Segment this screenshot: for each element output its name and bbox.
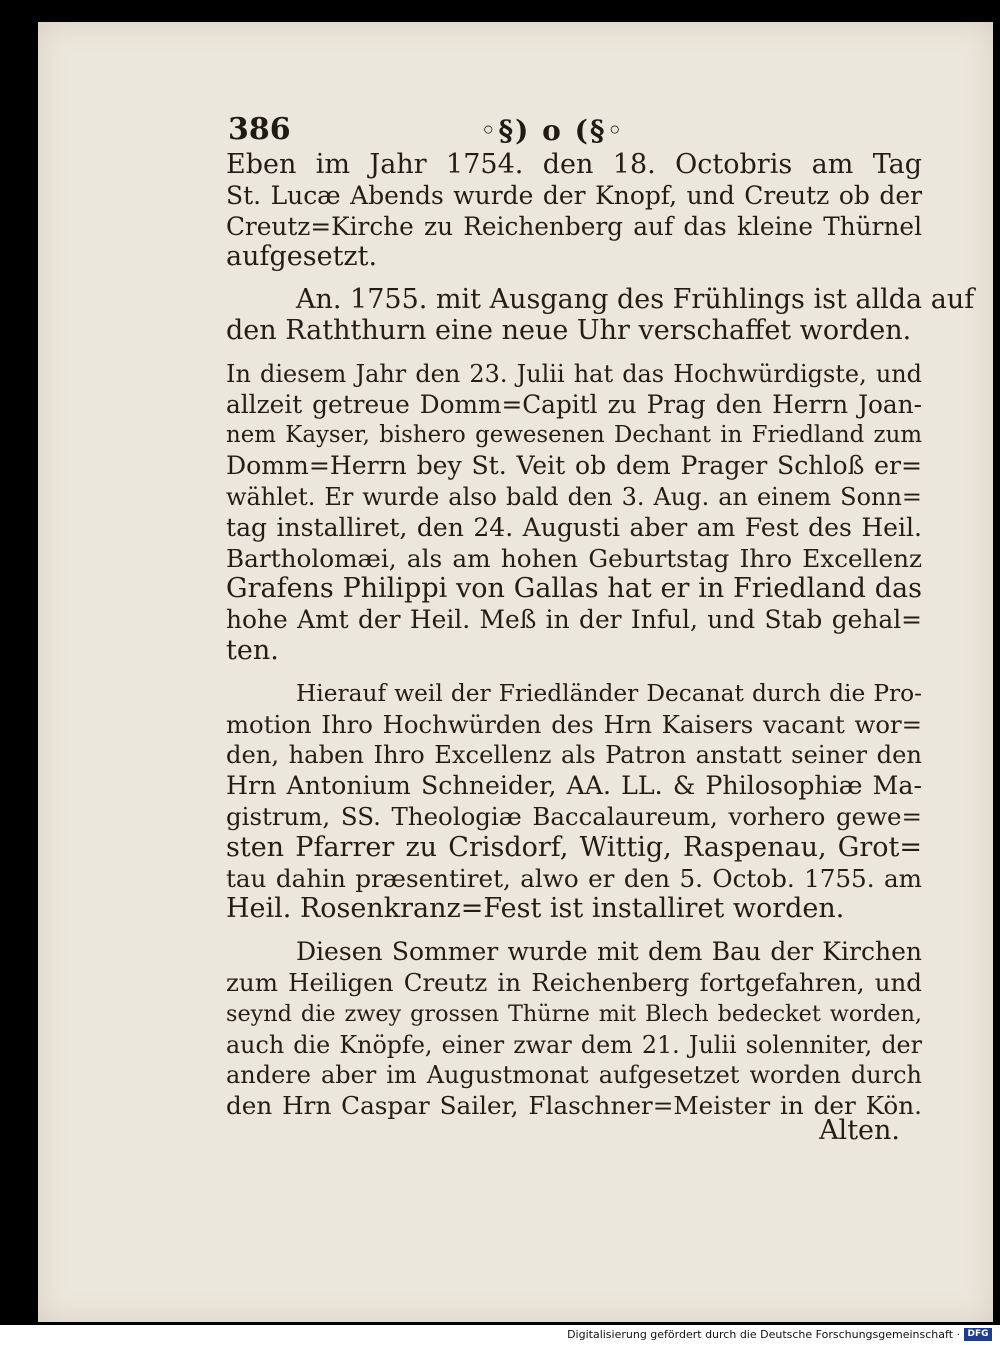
body-text bbox=[226, 149, 975, 1134]
text-line: Hrn Antonium Schneider, AA. LL. & Philosophiæ Ma- bbox=[226, 771, 922, 801]
text-line: Diesen Sommer wurde mit dem Bau der Kirchen bbox=[296, 937, 922, 967]
paragraph bbox=[226, 284, 975, 347]
text-line: nem Kayser, bishero gewesenen Dechant in Friedland zum bbox=[226, 422, 922, 449]
text-line: zum Heiligen Creutz in Reichenberg fortgefahren, und bbox=[226, 967, 922, 997]
text-line: auch die Knöpfe, einer zwar dem 21. Julii solenniter, der bbox=[226, 1030, 922, 1059]
text-line: Hierauf weil der Friedländer Decanat durch die Pro- bbox=[296, 679, 922, 707]
page-header bbox=[228, 112, 918, 152]
text-line: andere aber im Augustmonat aufgesetzet worden durch bbox=[226, 1061, 922, 1090]
paragraph bbox=[226, 150, 922, 273]
funding-notice: Digitalisierung gefördert durch die Deutsche Forschungsgemeinschaft · bbox=[567, 1328, 960, 1341]
text-line: An. 1755. mit Ausgang des Frühlings ist allda auf bbox=[296, 284, 975, 316]
text-line: den, haben Ihro Excellenz als Patron anstatt seiner den bbox=[226, 741, 922, 770]
catchword: Alten. bbox=[819, 1115, 900, 1146]
page-number: 386 bbox=[228, 112, 291, 147]
paragraph bbox=[226, 937, 922, 1122]
text-line: gistrum, SS. Theologiæ Baccalaureum, vorhero gewe= bbox=[226, 801, 922, 831]
header-ornament: ◦§) o (§◦ bbox=[480, 114, 625, 147]
text-line: wählet. Er wurde also bald den 3. Aug. an einem Sonn= bbox=[226, 482, 922, 511]
text-line: aufgesetzt. bbox=[226, 241, 378, 273]
text-line: Bartholomæi, als am hohen Geburtstag Ihro Excellenz bbox=[226, 543, 922, 573]
footer-bar bbox=[0, 1325, 1000, 1345]
text-line: den Raththurn eine neue Uhr verschaffet worden. bbox=[226, 314, 912, 346]
text-line: Heil. Rosenkranz=Fest ist installiret worden. bbox=[226, 893, 845, 925]
text-line: tau dahin præsentiret, alwo er den 5. Octob. 1755. am bbox=[226, 863, 922, 893]
dfg-logo-icon: DFG bbox=[964, 1328, 992, 1341]
text-line: Grafens Philippi von Gallas hat er in Friedland das bbox=[226, 573, 922, 605]
text-line: seynd die zwey grossen Thürne mit Blech bedecket worden, bbox=[226, 1000, 922, 1027]
text-line: hohe Amt der Heil. Meß in der Inful, und Stab gehal= bbox=[226, 605, 922, 635]
paragraph bbox=[226, 359, 922, 667]
text-line: Domm=Herrn bey St. Veit ob dem Prager Schloß er= bbox=[226, 451, 922, 481]
text-line: ten. bbox=[226, 634, 279, 666]
text-line: motion Ihro Hochwürden des Hrn Kaisers vacant wor= bbox=[226, 709, 922, 739]
text-line: Eben im Jahr 1754. den 18. Octobris am Tag bbox=[226, 149, 922, 180]
text-line: tag installiret, den 24. Augusti aber am Fest des Heil. bbox=[226, 512, 922, 542]
text-line: allzeit getreue Domm=Capitl zu Prag den Herrn Joan- bbox=[226, 389, 922, 419]
text-line: In diesem Jahr den 23. Julii hat das Hochwürdigste, und bbox=[226, 359, 922, 388]
text-line: sten Pfarrer zu Crisdorf, Wittig, Raspenau, Grot= bbox=[226, 831, 922, 863]
paragraph bbox=[226, 679, 922, 925]
text-line: St. Lucæ Abends wurde der Knopf, und Creutz ob der bbox=[226, 180, 922, 210]
text-line: Creutz=Kirche zu Reichenberg auf das kleine Thürnel bbox=[226, 211, 922, 241]
text-line: den Hrn Caspar Sailer, Flaschner=Meister in der Kön. bbox=[226, 1091, 922, 1121]
